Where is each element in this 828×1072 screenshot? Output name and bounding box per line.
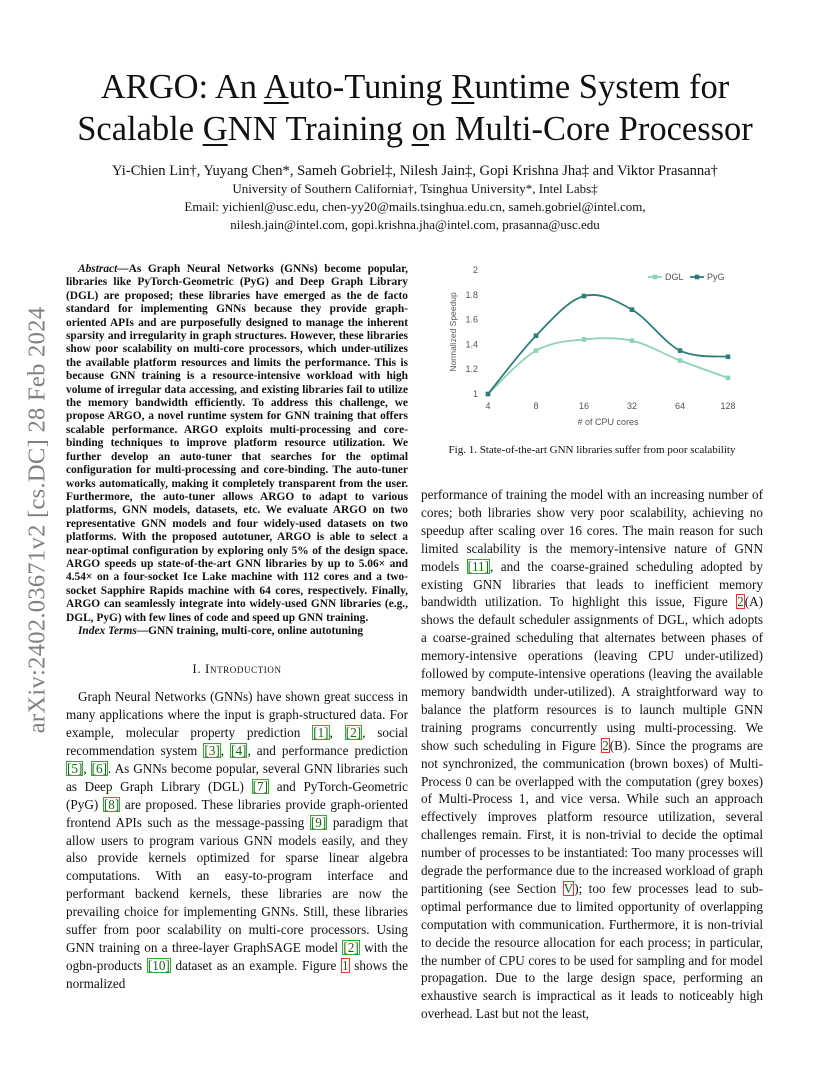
citation-link[interactable]: [1] xyxy=(313,725,329,741)
figure-link[interactable]: 1 xyxy=(342,957,349,973)
citation-link[interactable]: [3] xyxy=(204,743,220,758)
y-tick-label: 1.8 xyxy=(465,289,478,300)
citation-link[interactable]: [2] xyxy=(343,939,359,955)
x-tick-label: 4 xyxy=(485,401,491,411)
y-tick-label: 1.2 xyxy=(465,364,478,375)
left-column xyxy=(66,263,408,993)
citation-link[interactable]: [10] xyxy=(147,957,170,973)
author-list: Yi-Chien Lin†, Yuyang Chen*, Sameh Gobriel‡, Nilesh Jain‡, Gopi Krishna Jha‡ and Viktor Prasanna† xyxy=(112,163,718,179)
x-tick-label: 128 xyxy=(720,401,736,411)
x-axis-label: # of CPU cores xyxy=(577,417,639,427)
citation-link[interactable]: [4] xyxy=(231,743,247,758)
citation-link[interactable]: [9] xyxy=(310,814,327,830)
data-point-pyg xyxy=(678,348,683,353)
index-terms-label: Index Terms xyxy=(78,624,137,637)
title-line-2: Scalable GNN Training on Multi-Core Processor xyxy=(77,110,753,148)
figure-caption: Fig. 1. State-of-the-art GNN libraries suffer from poor scalability xyxy=(448,444,736,456)
legend-marker-pyg xyxy=(695,275,700,280)
abstract-label: Abstract xyxy=(78,263,118,275)
abstract-text: —As Graph Neural Networks (GNNs) become popular, libraries like PyTorch-Geometric (PyG) and Deep Graph Library (DGL) are proposed; these libraries have emerged as the de facto standard for implementing GNNs because they provide graph-oriented APIs and are purposefully designed to manage the inherent sparsity and irregularity in graph structures. However, these libraries show poor scalability on multi-core processors, which under-utilizes the available platform resources and limits the performance. This is because GNN training is a resource-intensive workload with high volume of irregular data accessing, and existing libraries fail to utilize the memory bandwidth efficiently. To address this challenge, we propose ARGO, a novel runtime system for GNN training that offers scalable performance. ARGO exploits multi-processing and core-binding techniques to improve platform resource utilization. We further develop an auto-tuner that searches for the optimal configuration for multi-processing and core-binding. The auto-tuner works automatically, making it completely transparent from the user. Furthermore, the auto-tuner allows ARGO to adapt to various platforms, GNN models, datasets, etc. We evaluate ARGO on two representative GNN models and four widely-used datasets on two platforms. With the proposed autotuner, ARGO is able to select a near-optimal configuration by exploring only 5% of the design space. ARGO speeds up state-of-the-art GNN libraries by up to 5.06× and 4.54× on a four-socket Ice Lake machine with 112 cores and a two-socket Sapphire Rapids machine with 64 cores, respectively. Finally, ARGO can seamlessly integrate into widely-used GNN libraries (e.g., DGL, PyG) with few lines of code and speed up GNN training. xyxy=(66,263,408,624)
email-line-1: Email: yichienl@usc.edu, chen-yy20@mails.tsinghua.edu.cn, sameh.gobriel@intel.com, xyxy=(184,199,646,214)
section-heading-introduction: I. Introduction xyxy=(192,661,282,677)
legend-label-pyg: PyG xyxy=(707,272,725,282)
email-list xyxy=(70,198,760,234)
y-tick-label: 1 xyxy=(472,389,478,399)
citation-link[interactable]: [7] xyxy=(252,778,269,794)
y-tick-label: 1.4 xyxy=(465,339,478,350)
arxiv-watermark xyxy=(14,285,60,755)
data-point-pyg xyxy=(534,333,539,338)
series-line-pyg xyxy=(488,295,728,394)
index-terms-text: —GNN training, multi-core, online autotuning xyxy=(136,624,364,637)
citation-link[interactable]: [8] xyxy=(103,796,120,812)
abstract xyxy=(66,263,408,625)
data-point-dgl xyxy=(534,348,539,353)
data-point-pyg xyxy=(486,392,491,397)
y-tick-label: 2 xyxy=(472,265,478,275)
legend-label-dgl: DGL xyxy=(665,272,684,282)
y-tick-label: 1.6 xyxy=(465,314,478,325)
figure-link[interactable]: 2 xyxy=(737,594,744,610)
x-tick-label: 32 xyxy=(626,401,638,411)
paper-title xyxy=(70,66,760,150)
arxiv-id: arXiv:2402.03671v2 [cs.DC] 28 Feb 2024 xyxy=(23,306,50,734)
section-link[interactable]: V xyxy=(563,880,574,896)
x-tick-label: 64 xyxy=(674,401,686,411)
data-point-pyg xyxy=(582,294,587,299)
body-paragraph: performance of training the model with an increasing number of cores; both libraries show very poor scalability, achieving no speedup after scaling over 16 cores. The main reason for such limited scalability is the memory-intensive nature of GNN models [11], and the coarse-grained scheduling adopted by existing GNN libraries that leads to inefficient memory bandwidth utilization. To highlight this issue, Figure 2(A) shows the default scheduler assignments of DGL, which adopts a coarse-grained scheduling that alternates between phases of memory-intensive operations (leaving CPU under-utilized) followed by compute-intensive operations (leaving the available memory bandwidth under-utilized). A straightforward way to balance the platform resources is to launch multiple GNN training programs concurrently using multi-processing. We show such scheduling in Figure 2(B). Since the programs are not synchronized, the communication (brown boxes) of Multi-Process 0 can be overlapped with the computation (grey boxes) of Multi-Process 1, and vice versa. While such an approach effectively improves platform resource utilization, several challenges remain. First, it is non-trivial to decide the optimal number of processes to be instantiated: Too many processes will degrade the performance due to the increased workload of graph partitioning (see Section V); too few processes lead to sub-optimal performance due to limited opportunity of overlapping computation with communication. Furthermore, it is non-trivial to decide the resource allocation for each process; in particular, the number of CPU cores to be used for sampling and for model propagation. Due to the large design space, performing an exhaustive search is impractical as it leads to noticeably high overhead. Last but not the least, xyxy=(421,487,763,1022)
x-tick-label: 16 xyxy=(578,401,590,411)
data-point-pyg xyxy=(726,355,731,360)
intro-paragraph: Graph Neural Networks (GNNs) have shown great success in many applications where the input is graph-structured data. For example, molecular property prediction [1], [2], social recommendation system [3], [4], and performance prediction [5], [6]. As GNNs become popular, several GNN libraries such as Deep Graph Library (DGL) [7] and PyTorch-Geometric (PyG) [8] are proposed. These libraries provide graph-oriented frontend APIs such as the message-passing [9] paradigm that allow users to program various GNN models easily, and they also provide kernels optimized for sparse linear algebra computations. With an easy-to-program interface and performant backend kernels, these libraries are now the prevailing choice for implementing GNNs. Still, these libraries suffer from poor scalability on multi-core processors. Using GNN training on a three-layer GraphSAGE model [2] with the ogbn-products [10] dataset as an example. Figure 1 shows the normalized xyxy=(66,689,409,991)
series-line-dgl xyxy=(488,338,728,394)
title-line-1: ARGO: An Auto-Tuning Runtime System for xyxy=(100,68,730,106)
index-terms xyxy=(66,625,408,638)
data-point-dgl xyxy=(726,376,731,381)
citation-link[interactable]: [11] xyxy=(467,558,490,574)
right-column xyxy=(421,486,763,1023)
data-point-pyg xyxy=(630,307,635,312)
email-line-2: nilesh.jain@intel.com, gopi.krishna.jha@intel.com, prasanna@usc.edu xyxy=(230,217,600,232)
y-axis-label: Normalized Speedup xyxy=(448,292,458,372)
legend-marker-dgl xyxy=(653,275,658,280)
affiliations: University of Southern California†, Tsinghua University*, Intel Labs‡ xyxy=(232,181,598,196)
x-tick-label: 8 xyxy=(533,401,539,411)
citation-link[interactable]: [5] xyxy=(67,760,83,776)
citation-link[interactable]: [6] xyxy=(91,760,108,776)
data-point-dgl xyxy=(582,337,587,342)
speedup-line-chart xyxy=(440,258,740,433)
citation-link[interactable]: [2] xyxy=(345,725,362,741)
data-point-dgl xyxy=(630,338,635,343)
figure-link[interactable]: 2 xyxy=(602,737,609,753)
data-point-dgl xyxy=(678,358,683,363)
